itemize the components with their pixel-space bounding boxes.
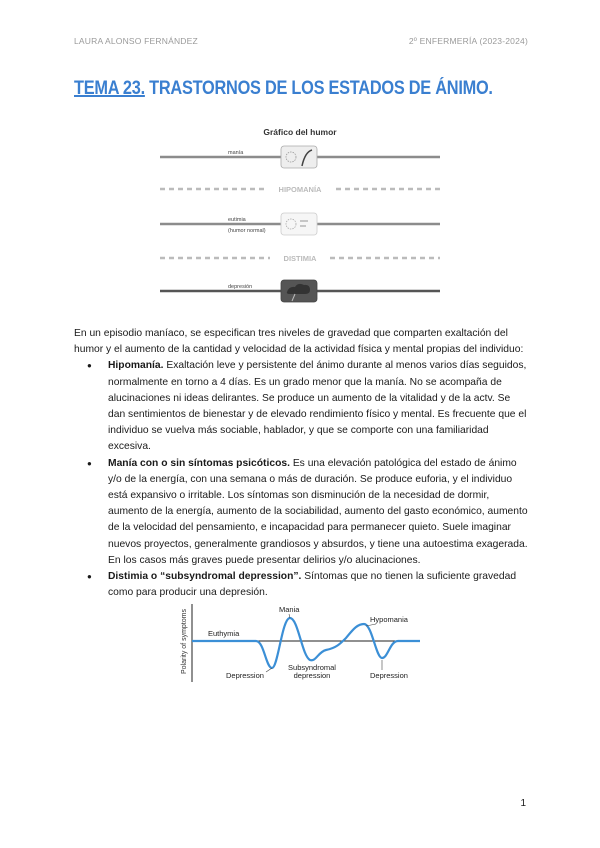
- euthymia-label: Euthymia: [208, 629, 240, 638]
- hipomania-label: HIPOMANÍA: [278, 185, 322, 194]
- list-item-distimia: [108, 569, 530, 601]
- list-item-term: Distimia o “subsyndromal depression”.: [108, 571, 302, 583]
- list-item-term: Hipomanía.: [108, 360, 164, 372]
- page-title: [74, 78, 493, 100]
- mood-curve: [192, 618, 420, 668]
- body-text: [74, 326, 530, 601]
- depression-label-right: Depression: [370, 671, 408, 680]
- list-item-hipomania: [108, 358, 530, 455]
- intro-paragraph: En un episodio maníaco, se especifican tres niveles de gravedad que comparten exaltación del humor y el aumento de la cantidad y velocidad de la actividad física y mental propias del individuo:: [74, 328, 524, 356]
- eutimia-label: eutimia: [228, 217, 246, 223]
- mania-label: Mania: [279, 605, 300, 614]
- y-axis-label: Polarity of symptoms: [181, 609, 188, 674]
- depression-pointer-left: [266, 668, 272, 672]
- header-author: LAURA ALONSO FERNÁNDEZ: [74, 36, 198, 46]
- polarity-curve-figure: [176, 600, 422, 688]
- depresion-label: depresión: [228, 284, 253, 290]
- humor-normal-label: (humor normal): [228, 228, 266, 234]
- mood-chart-figure: [160, 124, 440, 314]
- subsyndromal-label-line2: depression: [293, 671, 331, 680]
- title-text: TRASTORNOS DE LOS ESTADOS DE ÁNIMO.: [144, 78, 493, 99]
- list-item-text: Exaltación leve y persistente del ánimo durante al menos varios días seguidos, normalmente en torno a 4 días. Es un grado menor que la manía. No se acompaña de alucinaciones ni ideas delirantes. Se produce un aumento de la vitalidad y de la actv. Se dan sentimientos de bienestar y de elevado rendimiento físico y mental. Es frecuente que el individuo se vuelva más sociable, hablador, y que se comporte con una familiaridad excesiva.: [108, 360, 527, 453]
- subsyndromal-label: Subsyndromal: [288, 663, 336, 672]
- hypomania-label: Hypomania: [370, 615, 408, 624]
- depression-label-left: Depression: [226, 671, 264, 680]
- title-number: TEMA 23.: [74, 78, 145, 99]
- header-course: 2º ENFERMERÍA (2023-2024): [408, 36, 528, 46]
- severity-list: [74, 358, 530, 601]
- mood-chart-title: Gráfico del humor: [263, 127, 337, 137]
- page-number: 1: [520, 798, 526, 809]
- list-item-mania: [108, 456, 530, 569]
- list-item-term: Manía con o sin síntomas psicóticos.: [108, 457, 290, 469]
- list-item-text: Síntomas que no tienen la suficiente gravedad como para producir una depresión.: [108, 571, 517, 599]
- list-item-text: Es una elevación patológica del estado de ánimo y/o de la energía, con una semana o más de duración. Se produce euforia, y el individuo está expansivo o irritable. Los síntomas son disminución de la necesidad de dormir, aumento de la energía, aumento de la sociabilidad, aumento del gasto económico, aumento de la velocidad del pensamiento, e incapacidad para permanecer quieto. Suele imaginar nuevos proyectos, generalmente grandiosos y absurdos, y tiene una autoestima exagerada. En los casos más graves puede presentar delirios y/o alucinaciones.: [108, 457, 528, 566]
- mania-label: manía: [228, 150, 244, 156]
- distimia-label: DISTIMIA: [283, 254, 317, 263]
